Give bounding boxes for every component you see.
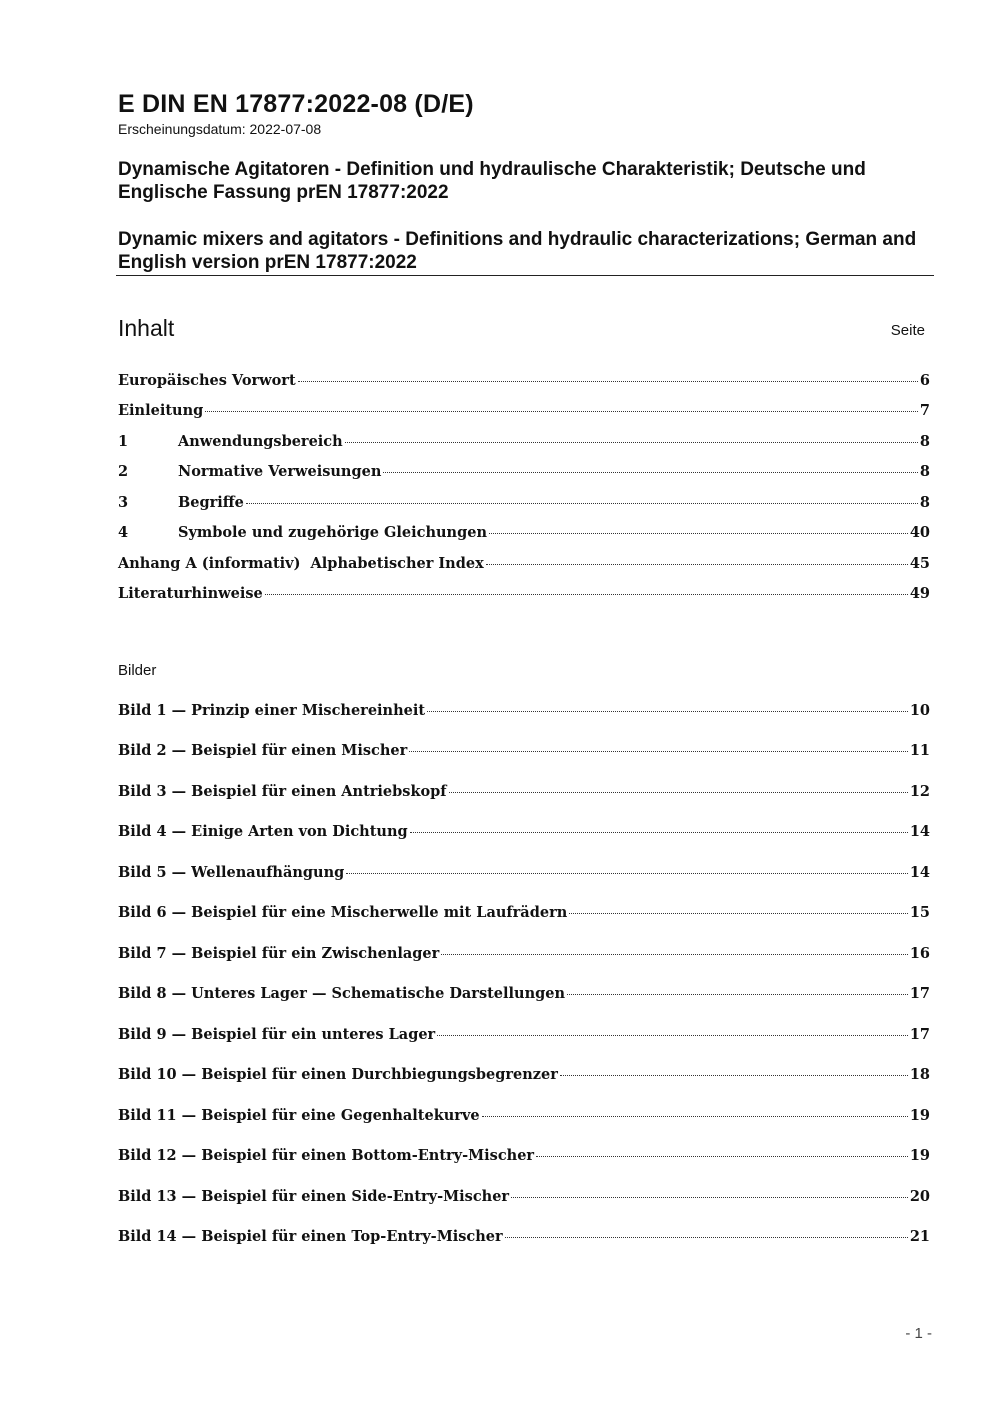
figure-entry[interactable] <box>118 783 930 805</box>
figure-entry[interactable] <box>118 904 930 926</box>
toc-entry[interactable] <box>118 433 930 455</box>
figure-entry-label: Bild 2 — Beispiel für einen Mischer <box>118 742 408 759</box>
toc-entry-page: 8 <box>919 433 930 450</box>
dot-leader <box>265 593 908 595</box>
figure-entry[interactable] <box>118 1066 930 1088</box>
figure-entry-label: Bild 3 — Beispiel für einen Antriebskopf <box>118 783 447 800</box>
toc-entry-label: Begriffe <box>178 494 244 511</box>
figure-entry-page: 18 <box>909 1066 930 1083</box>
figure-entry[interactable] <box>118 1228 930 1250</box>
toc-entry-label: Europäisches Vorwort <box>118 372 296 389</box>
toc-entry-number: 1 <box>118 433 129 450</box>
toc-entry-number: 3 <box>118 494 129 511</box>
toc-entry[interactable] <box>118 585 930 607</box>
dot-leader <box>441 953 908 955</box>
toc-entry[interactable] <box>118 555 930 577</box>
figure-entry[interactable] <box>118 702 930 724</box>
figure-entry[interactable] <box>118 864 930 886</box>
title-english: Dynamic mixers and agitators - Definitions and hydraulic characterizations; German and English version prEN 17877:2022 <box>118 229 917 273</box>
dot-leader <box>345 441 918 443</box>
toc-entry-page: 8 <box>919 494 930 511</box>
figure-entry-page: 17 <box>909 1026 930 1043</box>
dot-leader <box>536 1155 908 1157</box>
publication-date: Erscheinungsdatum: 2022-07-08 <box>118 121 322 137</box>
figure-entry-label: Bild 9 — Beispiel für ein unteres Lager <box>118 1026 436 1043</box>
figure-entry[interactable] <box>118 1147 930 1169</box>
toc-entry[interactable] <box>118 402 930 424</box>
toc-entry-label: Einleitung <box>118 402 204 419</box>
dot-leader <box>298 380 918 382</box>
toc-entry-number: 2 <box>118 463 129 480</box>
dot-leader <box>449 791 908 793</box>
figure-entry-page: 19 <box>909 1147 930 1164</box>
toc-entry-label: Anhang A (informativ) Alphabetischer Index <box>118 555 484 572</box>
figure-entry-label: Bild 6 — Beispiel für eine Mischerwelle mit Laufrädern <box>118 904 568 921</box>
figure-entry-label: Bild 7 — Beispiel für ein Zwischenlager <box>118 945 440 962</box>
figure-entry-page: 17 <box>909 985 930 1002</box>
dot-leader <box>437 1034 908 1036</box>
figure-entry-page: 14 <box>909 823 930 840</box>
dot-leader <box>567 993 908 995</box>
figure-entry-page: 14 <box>909 864 930 881</box>
toc-entry-page: 40 <box>909 524 930 541</box>
figure-entry[interactable] <box>118 945 930 967</box>
dot-leader <box>489 532 908 534</box>
title-german: Dynamische Agitatoren - Definition und hydraulische Charakteristik; Deutsche und Englische Fassung prEN 17877:2022 <box>118 159 866 203</box>
dot-leader <box>246 502 918 504</box>
figure-entry[interactable] <box>118 742 930 764</box>
figure-entry-label: Bild 1 — Prinzip einer Mischereinheit <box>118 702 426 719</box>
dot-leader <box>205 410 918 412</box>
toc-entry-number: 4 <box>118 524 129 541</box>
figure-entry[interactable] <box>118 985 930 1007</box>
toc-entry-page: 8 <box>919 463 930 480</box>
figure-entry-page: 11 <box>909 742 930 759</box>
figures-heading: Bilder <box>118 662 157 679</box>
figure-entry[interactable] <box>118 1107 930 1129</box>
toc-entry[interactable] <box>118 372 930 394</box>
dot-leader <box>410 831 908 833</box>
dot-leader <box>409 750 908 752</box>
dot-leader <box>383 471 918 473</box>
toc-heading: Inhalt <box>118 315 175 341</box>
dot-leader <box>511 1196 908 1198</box>
page-column-label: Seite <box>890 322 925 339</box>
figure-entry-label: Bild 5 — Wellenaufhängung <box>118 864 345 881</box>
toc-entry-label: Anwendungsbereich <box>178 433 343 450</box>
figure-entry-page: 16 <box>909 945 930 962</box>
page-number: - 1 - <box>905 1325 932 1342</box>
document-title: E DIN EN 17877:2022-08 (D/E) <box>118 90 474 118</box>
figure-entry-page: 10 <box>909 702 930 719</box>
figure-entry-label: Bild 10 — Beispiel für einen Durchbiegungsbegrenzer <box>118 1066 558 1083</box>
figure-entry-page: 15 <box>909 904 930 921</box>
toc-entry-label: Normative Verweisungen <box>178 463 382 480</box>
figure-entry[interactable] <box>118 1188 930 1210</box>
toc-entry-page: 45 <box>909 555 930 572</box>
dot-leader <box>569 912 908 914</box>
dot-leader <box>482 1115 908 1117</box>
figure-entry-label: Bild 8 — Unteres Lager — Schematische Darstellungen <box>118 985 566 1002</box>
dot-leader <box>427 710 908 712</box>
toc-entry[interactable] <box>118 463 930 485</box>
header-divider <box>116 275 934 276</box>
figure-entry-page: 21 <box>909 1228 930 1245</box>
toc-entry-label: Symbole und zugehörige Gleichungen <box>178 524 488 541</box>
figure-entry-label: Bild 11 — Beispiel für eine Gegenhaltekurve <box>118 1107 480 1124</box>
figure-entry-page: 19 <box>909 1107 930 1124</box>
toc-entry-page: 49 <box>909 585 930 602</box>
figure-entry-page: 12 <box>909 783 930 800</box>
dot-leader <box>505 1236 908 1238</box>
figure-entry-label: Bild 12 — Beispiel für einen Bottom-Entry-Mischer <box>118 1147 535 1164</box>
toc-entry-page: 7 <box>919 402 930 419</box>
dot-leader <box>486 563 908 565</box>
figure-entry[interactable] <box>118 1026 930 1048</box>
toc-entry-label: Literaturhinweise <box>118 585 263 602</box>
dot-leader <box>346 872 908 874</box>
dot-leader <box>560 1074 908 1076</box>
figure-entry[interactable] <box>118 823 930 845</box>
toc-entry[interactable] <box>118 524 930 546</box>
figure-entry-label: Bild 14 — Beispiel für einen Top-Entry-Mischer <box>118 1228 503 1245</box>
figure-entry-page: 20 <box>909 1188 930 1205</box>
figure-entry-label: Bild 4 — Einige Arten von Dichtung <box>118 823 408 840</box>
toc-entry[interactable] <box>118 494 930 516</box>
toc-entry-page: 6 <box>919 372 930 389</box>
figure-entry-label: Bild 13 — Beispiel für einen Side-Entry-Mischer <box>118 1188 510 1205</box>
